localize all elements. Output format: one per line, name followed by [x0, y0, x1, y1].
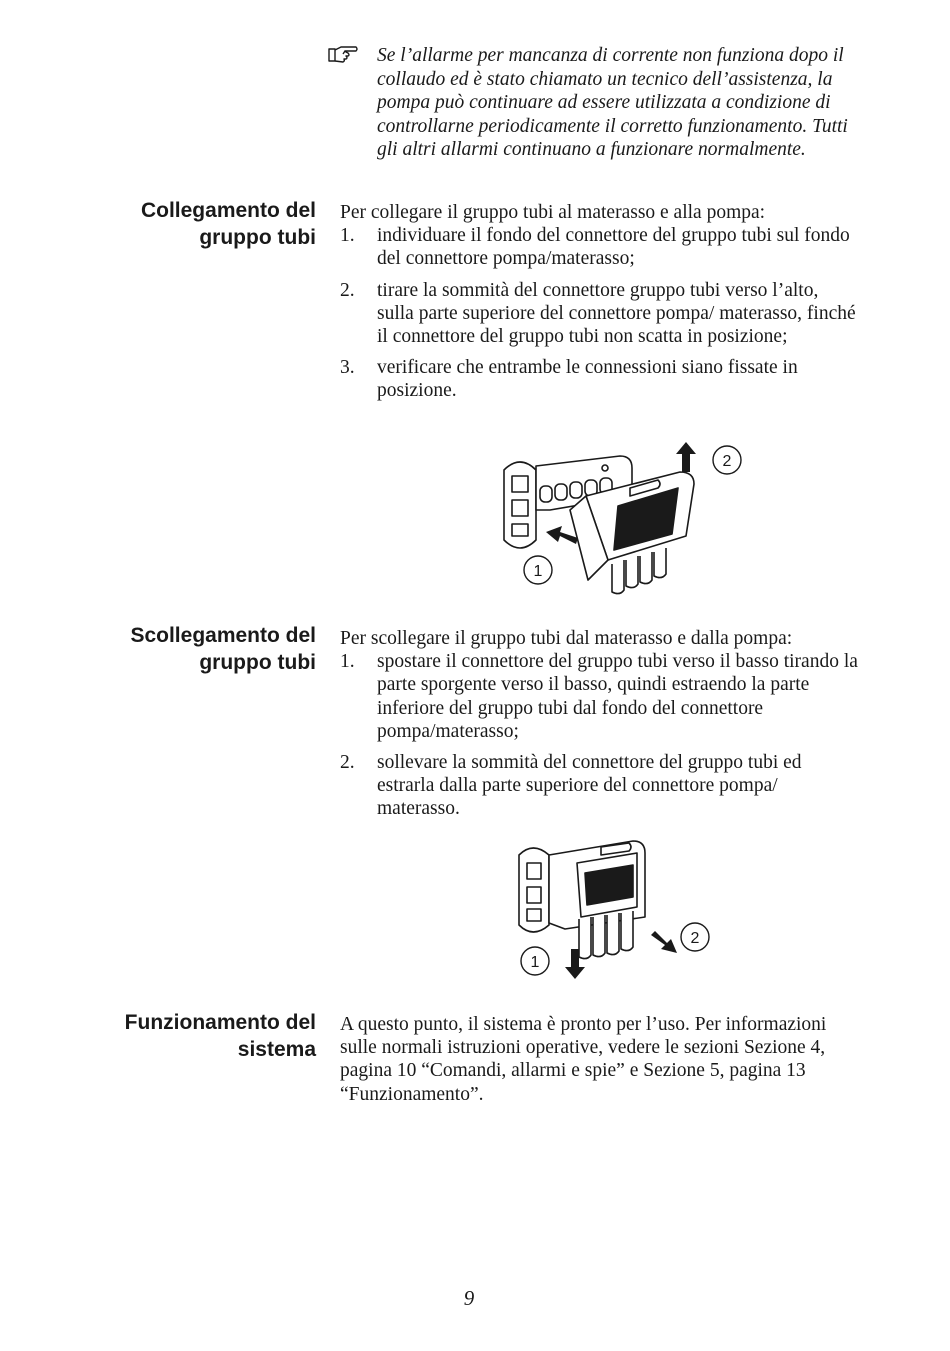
section-body-collegamento: [340, 201, 860, 411]
callout-2: 2: [690, 930, 700, 947]
connect-illustration: [490, 436, 750, 606]
heading-line: gruppo tubi: [199, 651, 316, 674]
page-number: 9: [463, 1286, 475, 1310]
section-intro: Per collegare il gruppo tubi al materasso e alla pompa:: [340, 202, 766, 223]
section-heading-funzionamento: [40, 1009, 316, 1063]
step-number: 1.: [340, 651, 355, 673]
section-heading-scollegamento: [40, 622, 316, 676]
callout-1: 1: [530, 954, 540, 971]
step-number: 2.: [340, 279, 355, 301]
heading-line: Collegamento del: [140, 199, 316, 222]
list-item: [340, 224, 860, 270]
list-item: [340, 650, 860, 743]
step-text: tirare la sommità del connettore gruppo tubi verso l’alto, sulla parte superiore del connettore pompa/ materasso, finché il connettore del gruppo tubi non scatta in posizione;: [377, 279, 856, 348]
section-intro: Per scollegare il gruppo tubi dal materasso e dalla pompa:: [340, 628, 793, 649]
callout-1: 1: [533, 563, 543, 580]
step-text: verificare che entrambe le connessioni siano fissate in posizione.: [377, 357, 798, 402]
step-number: 1.: [340, 225, 355, 247]
step-number: 2.: [340, 752, 355, 774]
section-body-scollegamento: [340, 627, 860, 829]
heading-line: Funzionamento del: [124, 1011, 316, 1034]
steps-list: [340, 224, 860, 402]
section-body-funzionamento: [340, 1013, 860, 1106]
steps-list: [340, 650, 860, 820]
section-heading-collegamento: [40, 197, 316, 251]
note-text: Se l’allarme per mancanza di corrente non funziona dopo il collaudo ed è stato chiamato un tecnico dell’assistenza, la pompa può continuare ad essere utilizzata a condizione di controllarne periodicamente il corretto funzionamento. Tutti gli altri allarmi continuano a funzionare normalmente.: [377, 45, 848, 160]
list-item: [340, 751, 860, 821]
step-text: individuare il fondo del connettore del gruppo tubi sul fondo del connettore pompa/materasso;: [377, 225, 850, 270]
step-text: sollevare la sommità del connettore del gruppo tubi ed estrarla dalla parte superiore del connettore pompa/ materasso.: [377, 752, 802, 820]
heading-line: Scollegamento del: [130, 624, 316, 647]
heading-line: gruppo tubi: [199, 226, 316, 249]
step-number: 3.: [340, 357, 355, 379]
pointing-hand-icon: [327, 44, 359, 66]
disconnect-illustration: [505, 833, 725, 983]
list-item: [340, 356, 860, 402]
section-intro: A questo punto, il sistema è pronto per l’uso. Per informazioni sulle normali istruzioni operative, vedere le sezioni Sezione 4, pagina 10 “Comandi, allarmi e spie” e Sezione 5, pagina 13 “Funzionamento”.: [340, 1014, 827, 1105]
callout-2: 2: [722, 453, 732, 470]
step-text: spostare il connettore del gruppo tubi verso il basso tirando la parte sporgente verso il basso, quindi estraendo la parte inferiore del gruppo tubi dal fondo del connettore pompa/materasso;: [377, 651, 858, 742]
list-item: [340, 279, 860, 349]
heading-line: sistema: [237, 1038, 316, 1061]
